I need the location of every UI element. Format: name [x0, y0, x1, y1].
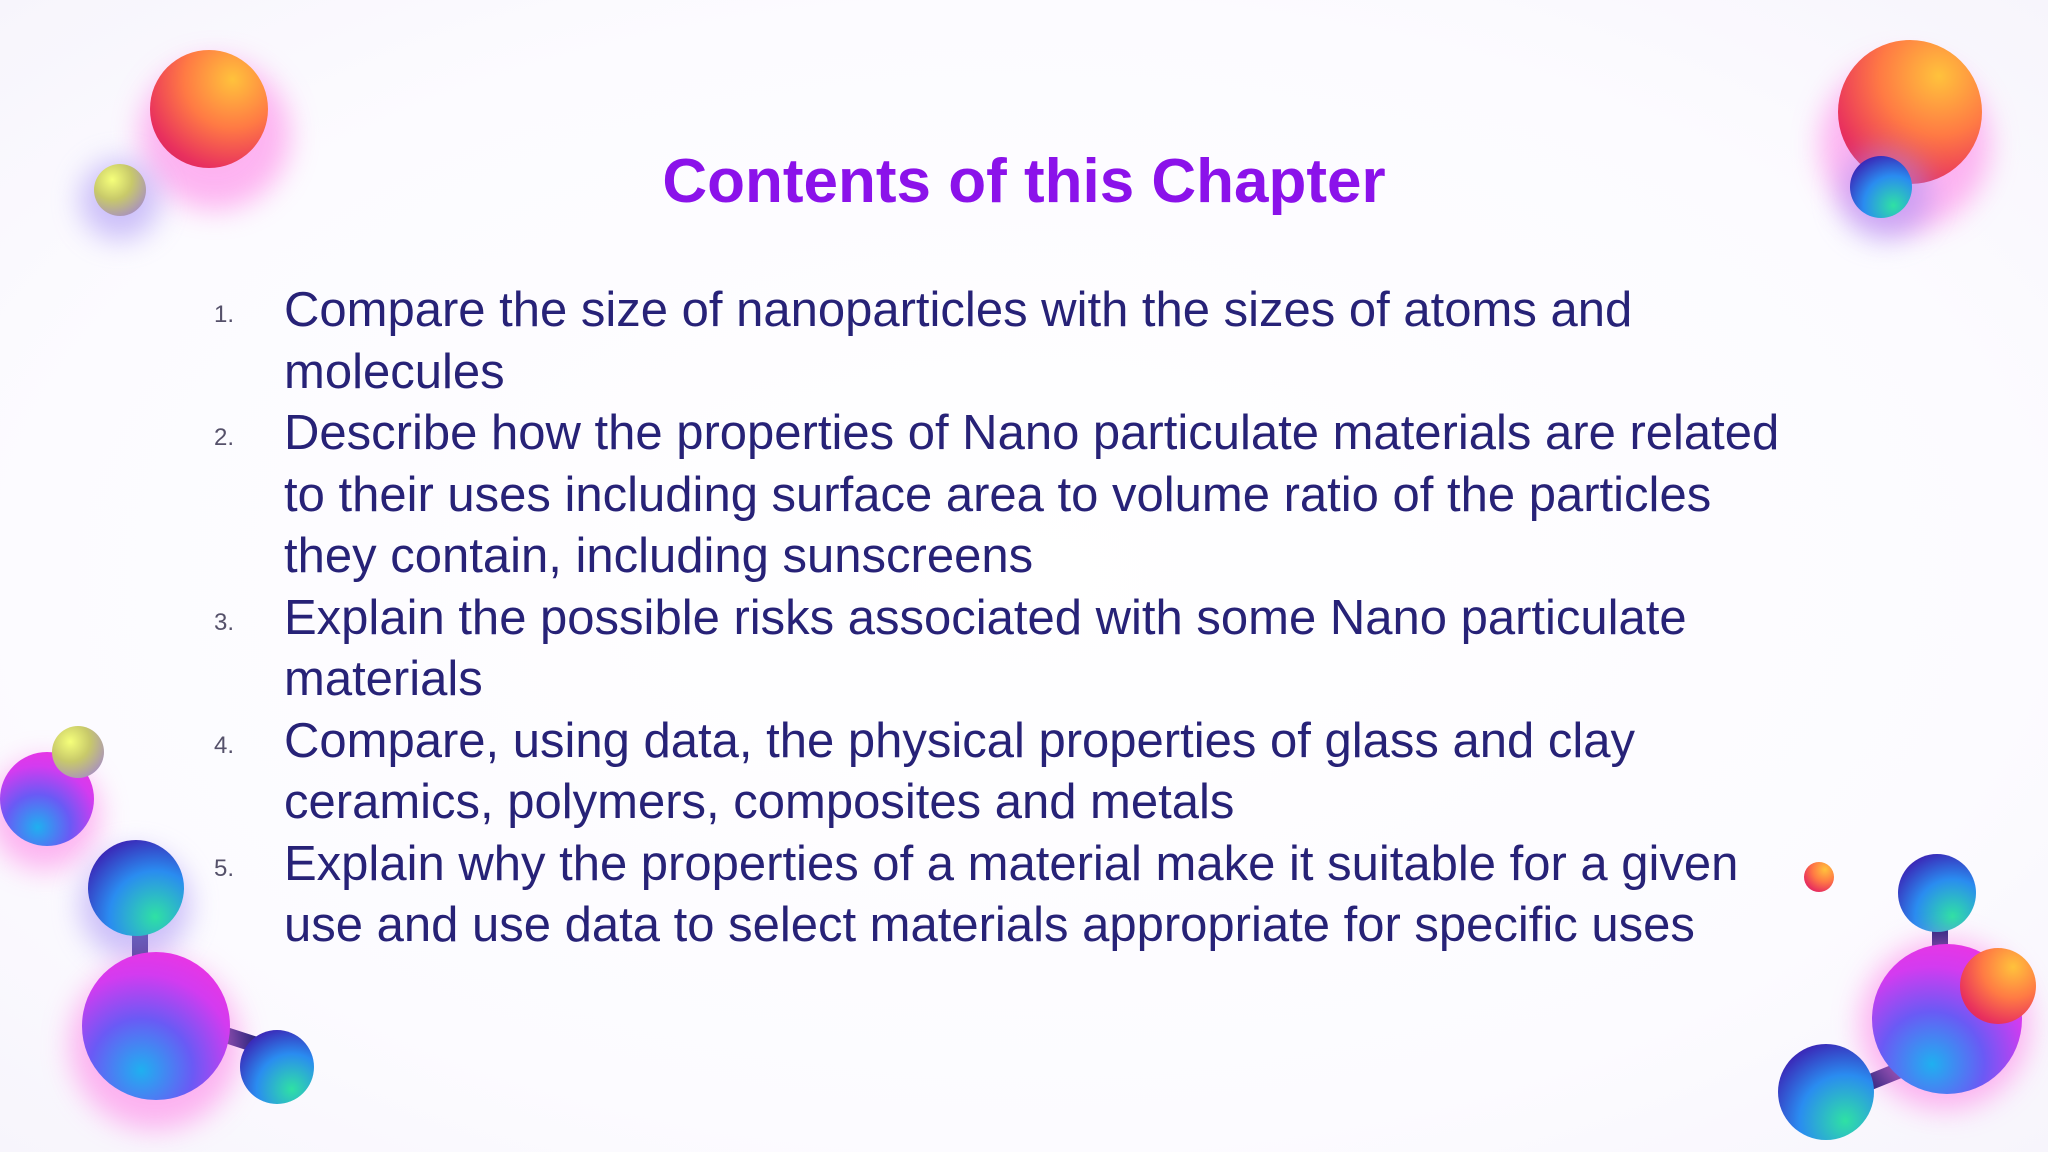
- list-item-text: [284, 834, 1738, 957]
- text-line: Compare, using data, the physical properties of glass and clay: [284, 713, 1635, 768]
- text-line: use and use data to select materials appropriate for specific uses: [284, 898, 1695, 952]
- list-item: 2. Describe how the properties of Nano particulate materials are related to their uses including surface area to volume ratio of the particles they contain, including sunscreens: [284, 403, 1884, 588]
- text-line: Compare the size of nanoparticles with the sizes of atoms and: [284, 283, 1633, 337]
- warm-sphere-icon: [1960, 948, 2036, 1024]
- list-item: 3. Explain the possible risks associated with some Nano particulate materials: [284, 588, 1884, 711]
- text-line: Explain the possible risks associated with some Nano particulate: [284, 590, 1687, 645]
- list-item-text: [284, 403, 1779, 588]
- text-line: to their uses including surface area to volume ratio of the particles: [284, 467, 1712, 522]
- list-item-text: [284, 280, 1632, 403]
- text-line: ceramics, polymers, composites and metals: [284, 775, 1235, 829]
- slide-title: Contents of this Chapter: [662, 147, 1386, 216]
- text-line: they contain, including sunscreens: [284, 529, 1034, 583]
- cool-sphere-icon: [240, 1030, 314, 1104]
- list-item: 5. Explain why the properties of a material make it suitable for a given use and use data to select materials appropriate for specific uses: [284, 834, 1884, 957]
- cool-sphere-icon: [1778, 1044, 1874, 1140]
- text-line: molecules: [284, 344, 505, 399]
- list-item-text: [284, 588, 1687, 711]
- list-item-text: [284, 711, 1635, 834]
- lemon-sphere-icon: [52, 726, 104, 778]
- list-item: 4. Compare, using data, the physical properties of glass and clay ceramics, polymers, composites and metals: [284, 711, 1884, 834]
- contents-list: [213, 280, 1884, 957]
- cool-sphere-icon: [1898, 854, 1976, 932]
- text-line: Explain why the properties of a material make it suitable for a given: [284, 836, 1739, 891]
- cool-sphere-icon: [88, 840, 184, 936]
- magenta-sphere-icon: [82, 952, 230, 1100]
- text-line: materials: [284, 652, 483, 706]
- list-item: 1. Compare the size of nanoparticles with the sizes of atoms and molecules: [284, 280, 1884, 403]
- text-line: Describe how the properties of Nano particulate materials are related: [284, 406, 1780, 460]
